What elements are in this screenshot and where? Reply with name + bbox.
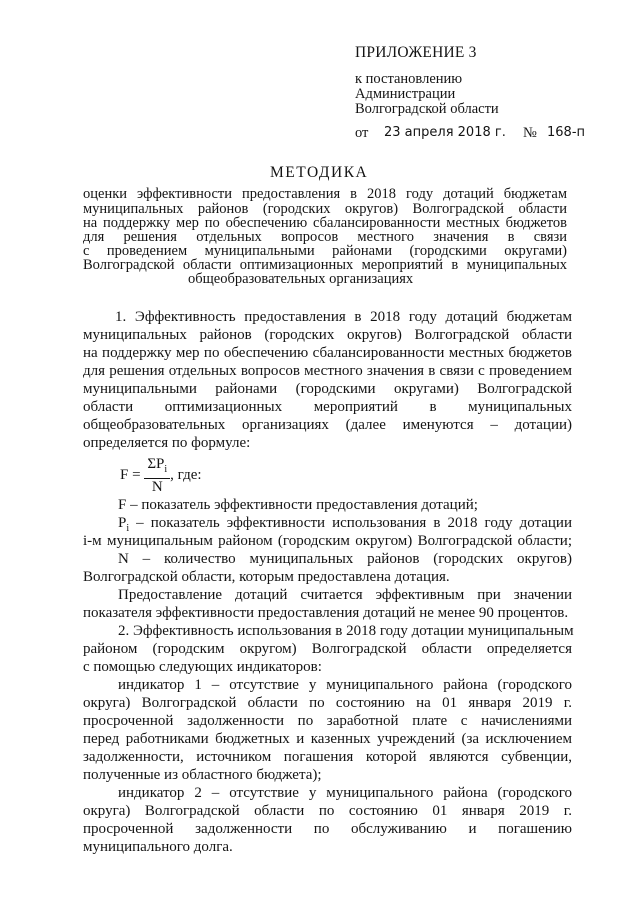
formula-suffix: , где: — [170, 466, 202, 483]
document-title: МЕТОДИКА — [270, 164, 369, 181]
definition-n-line-1: N – количество муниципальных районов (городских округов) — [118, 551, 572, 567]
paragraph-2-line-2: районом (городским округом) Волгоградской области определяется — [83, 641, 572, 657]
indicator-line: просроченной задолженности по обслуживанию и погашению — [83, 821, 572, 837]
paragraph-line: общеобразовательных организациях (далее именуются – дотации) — [83, 417, 572, 433]
threshold-line-1: Предоставление дотаций считается эффективным при значении — [118, 587, 572, 603]
appendix-line-2: Администрации — [355, 86, 456, 102]
threshold-line-2: показателя эффективности предоставления дотаций не менее 90 процентов. — [83, 605, 569, 621]
subtitle-line: Волгоградской области оптимизационных мероприятий в муниципальных — [83, 257, 567, 273]
paragraph-2-line-3: с помощью следующих индикаторов: — [83, 659, 322, 675]
paragraph-2-line-1: 2. Эффективность использования в 2018 году дотации муниципальным — [118, 623, 574, 639]
subtitle-line: на поддержку мер по обеспечению сбалансированности местных бюджетов — [83, 215, 567, 231]
subtitle-line: оценки эффективности предоставления в 2018 году дотаций бюджетам — [83, 186, 567, 202]
appendix-line-3: Волгоградской области — [355, 101, 499, 117]
indicator-line: индикатор 1 – отсутствие у муниципального района (городского — [118, 677, 572, 693]
indicator-line: полученные из областного бюджета); — [83, 767, 322, 783]
paragraph-line: на поддержку мер по обеспечению сбалансированности местных бюджетов — [83, 345, 572, 361]
appendix-date-label: от — [355, 125, 369, 141]
definition-pi-line-2: i-м муниципальным районом (городским округом) Волгоградской области; — [83, 533, 572, 549]
indicator-line: перед работниками бюджетных и казенных учреждений (за исключением — [83, 731, 572, 747]
appendix-title: ПРИЛОЖЕНИЕ 3 — [355, 44, 477, 61]
paragraph-line: муниципальных районов (городских округов) Волгоградской области — [83, 327, 572, 343]
indicator-line: задолженности, источником погашения которой являются субвенции, — [83, 749, 572, 765]
formula-fraction — [144, 456, 170, 495]
appendix-number-label: № — [523, 125, 537, 141]
formula-lhs: F = — [120, 466, 141, 483]
indicator-line: муниципального долга. — [83, 839, 233, 855]
subtitle-line: для решения отдельных вопросов местного значения в связи — [83, 229, 567, 245]
subtitle-line: с проведением муниципальными районами (городскими округами) — [83, 243, 567, 259]
paragraph-line: муниципальными районами (городскими округами) Волгоградской — [83, 381, 572, 397]
definition-n-line-2: Волгоградской области, которым предоставлена дотация. — [83, 569, 450, 585]
subtitle-line: общеобразовательных организациях — [188, 271, 414, 287]
appendix-number: 168-п — [547, 125, 586, 140]
subtitle-line: муниципальных районов (городских округов) Волгоградской области — [83, 201, 567, 217]
formula-denominator: N — [151, 479, 163, 495]
indicator-line: округа) Волгоградской области по состоянию 01 января 2019 г. — [83, 803, 572, 819]
paragraph-line: для решения отдельных вопросов местного значения в связи с проведением — [83, 363, 572, 379]
formula — [120, 456, 202, 495]
indicator-line: просроченной задолженности по заработной плате с начислениями — [83, 713, 572, 729]
paragraph-line: области оптимизационных мероприятий в муниципальных — [83, 399, 572, 415]
indicator-line: индикатор 2 – отсутствие у муниципального района (городского — [118, 785, 572, 801]
definition-f: F – показатель эффективности предоставления дотаций; — [118, 497, 478, 513]
formula-numerator: $\Sigma P_i$ — [144, 456, 170, 479]
appendix-line-1: к постановлению — [355, 71, 463, 87]
paragraph-line: 1. Эффективность предоставления в 2018 году дотаций бюджетам — [115, 309, 572, 325]
paragraph-line: определяется по формуле: — [83, 435, 251, 451]
definition-pi-line-1: $P_i$ – показатель эффективности использования в 2018 году дотации — [118, 515, 572, 534]
indicator-line: округа) Волгоградской области по состоянию на 01 января 2019 г. — [83, 695, 572, 711]
appendix-date: 23 апреля 2018 г. — [384, 125, 506, 140]
